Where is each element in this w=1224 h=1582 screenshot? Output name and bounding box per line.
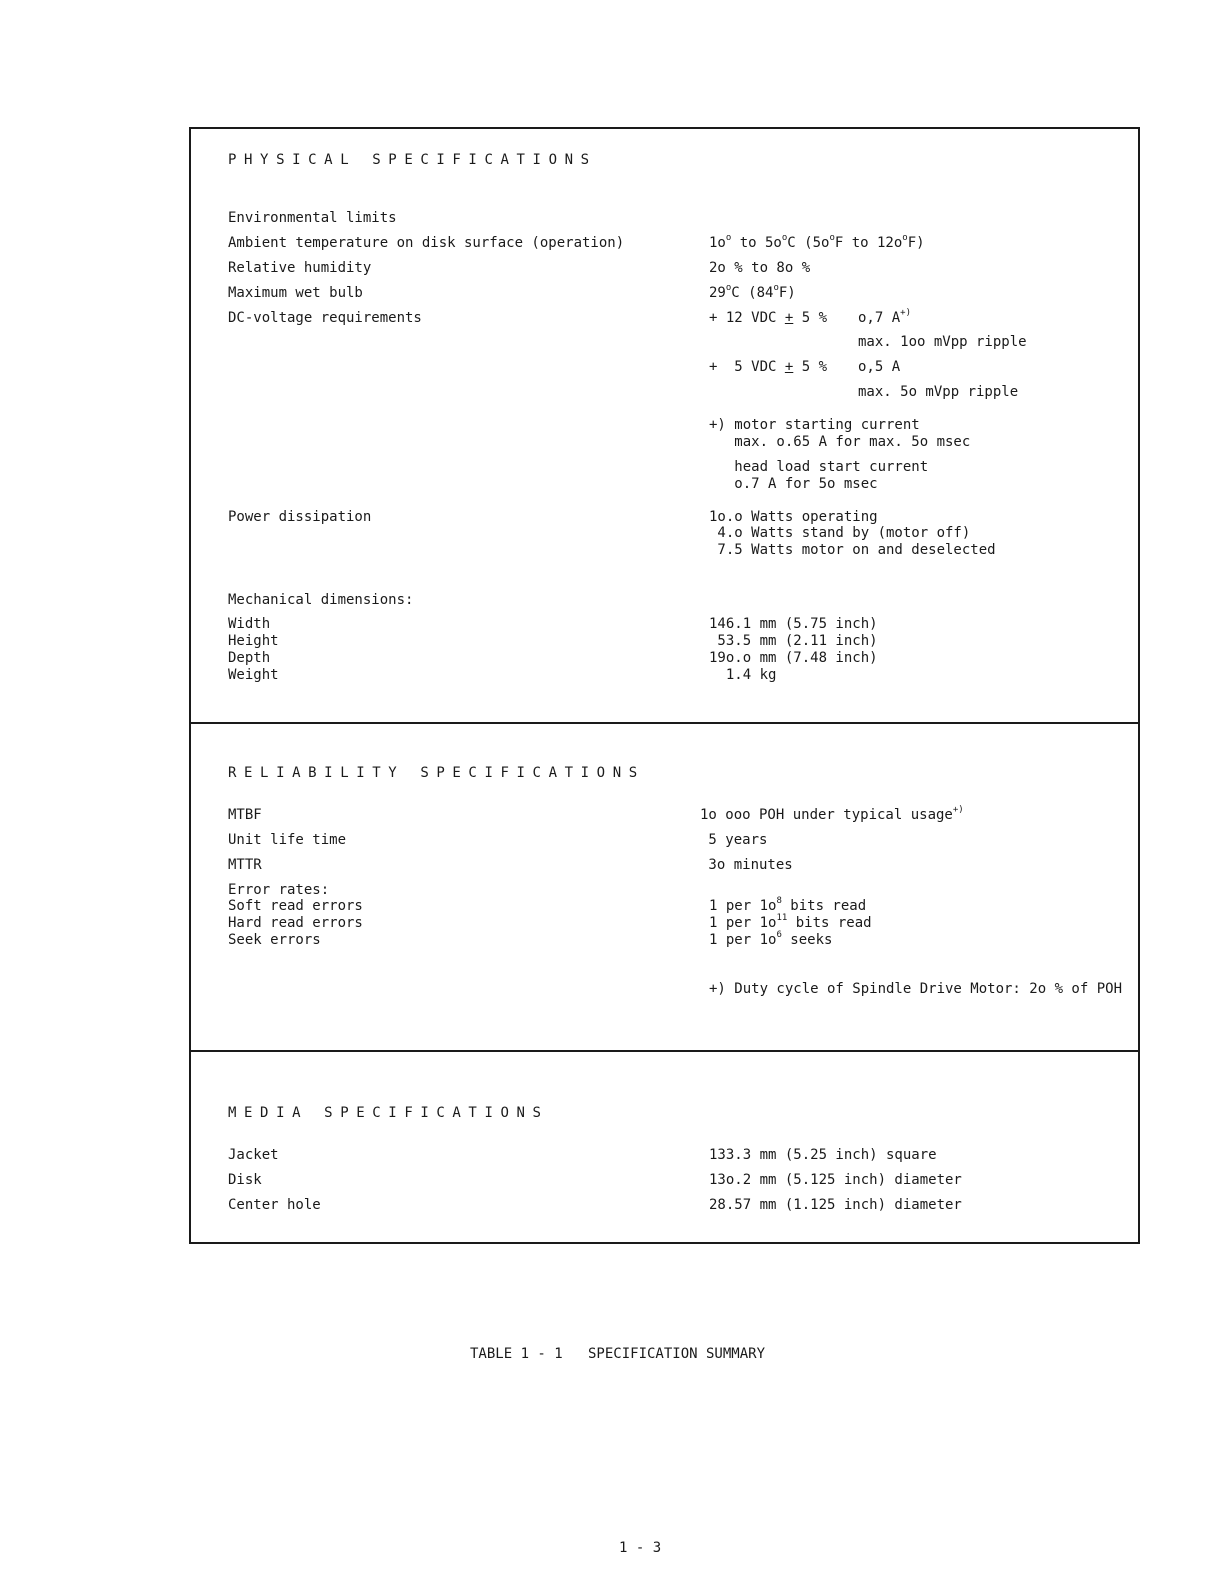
v12-ripple: max. 1oo mVpp ripple	[858, 334, 1027, 350]
duty-cycle-note: +) Duty cycle of Spindle Drive Motor: 2o % of POH	[709, 981, 1123, 997]
media-label: Center hole	[228, 1197, 321, 1213]
section-divider	[189, 722, 1140, 724]
v5-value: + 5 VDC + 5 %	[709, 359, 828, 375]
v5-current: o,5 A	[858, 359, 901, 375]
humidity-label: Relative humidity	[228, 260, 372, 276]
dim-value: 146.1 mm (5.75 inch)	[709, 616, 878, 632]
power-line-2: 4.o Watts stand by (motor off)	[709, 525, 971, 541]
env-label: Environmental limits	[228, 210, 397, 226]
motor-note-line-1: +) motor starting current	[709, 417, 920, 433]
power-line-3: 7.5 Watts motor on and deselected	[709, 542, 996, 558]
seek-errors-value: 1 per $1o^6$ seeks	[709, 930, 833, 948]
error-rates-label: Error rates:	[228, 882, 330, 898]
wetbulb-label: Maximum wet bulb	[228, 285, 363, 301]
power-line-1: 1o.o Watts operating	[709, 509, 878, 525]
power-label: Power dissipation	[228, 509, 372, 525]
media-value: 133.3 mm (5.25 inch) square	[709, 1147, 937, 1163]
head-note-line-1: head load start current	[709, 459, 929, 475]
life-label: Unit life time	[228, 832, 347, 848]
dim-label: Depth	[228, 650, 271, 666]
hard-errors-value: 1 per $1o^{11}$ bits read	[709, 913, 872, 931]
motor-note-line-2: max. o.65 A for max. 5o msec	[709, 434, 971, 450]
dim-label: Weight	[228, 667, 279, 683]
dim-value: 1.4 kg	[709, 667, 777, 683]
ambient-label: Ambient temperature on disk surface (operation)	[228, 235, 625, 251]
v12-current: o,7 A+)	[858, 308, 911, 326]
mtbf-label: MTBF	[228, 807, 262, 823]
dim-label: Width	[228, 616, 271, 632]
dim-value: 19o.o mm (7.48 inch)	[709, 650, 878, 666]
media-heading: MEDIA SPECIFICATIONS	[228, 1105, 549, 1121]
ambient-value: $1o^o$ to $5o^oC$ ($5o^oF$ to $12o^oF$)	[709, 233, 925, 251]
mtbf-value: 1o ooo POH under typical usage+)	[700, 805, 964, 823]
life-value: 5 years	[700, 832, 768, 848]
mttr-label: MTTR	[228, 857, 262, 873]
mttr-value: 3o minutes	[700, 857, 793, 873]
wetbulb-value: 29$^o$C (84$^o$F)	[709, 283, 796, 301]
dim-value: 53.5 mm (2.11 inch)	[709, 633, 878, 649]
head-note-line-2: o.7 A for 5o msec	[709, 476, 878, 492]
v12-value: + 12 VDC + 5 %	[709, 310, 828, 326]
seek-errors-label: Seek errors	[228, 932, 321, 948]
dc-voltage-label: DC-voltage requirements	[228, 310, 422, 326]
media-label: Disk	[228, 1172, 262, 1188]
humidity-value: 2o % to 8o %	[709, 260, 811, 276]
mechanical-label: Mechanical dimensions:	[228, 592, 414, 608]
section-divider	[189, 1050, 1140, 1052]
dim-label: Height	[228, 633, 279, 649]
reliability-heading: RELIABILITY SPECIFICATIONS	[228, 765, 645, 781]
media-label: Jacket	[228, 1147, 279, 1163]
soft-errors-value: 1 per $1o^8$ bits read	[709, 896, 867, 914]
table-caption: TABLE 1 - 1 SPECIFICATION SUMMARY	[470, 1346, 766, 1362]
soft-errors-label: Soft read errors	[228, 898, 363, 914]
media-value: 13o.2 mm (5.125 inch) diameter	[709, 1172, 962, 1188]
hard-errors-label: Hard read errors	[228, 915, 363, 931]
page-number: 1 - 3	[619, 1540, 662, 1556]
v5-ripple: max. 5o mVpp ripple	[858, 384, 1019, 400]
physical-heading: PHYSICAL SPECIFICATIONS	[228, 152, 597, 168]
media-value: 28.57 mm (1.125 inch) diameter	[709, 1197, 962, 1213]
